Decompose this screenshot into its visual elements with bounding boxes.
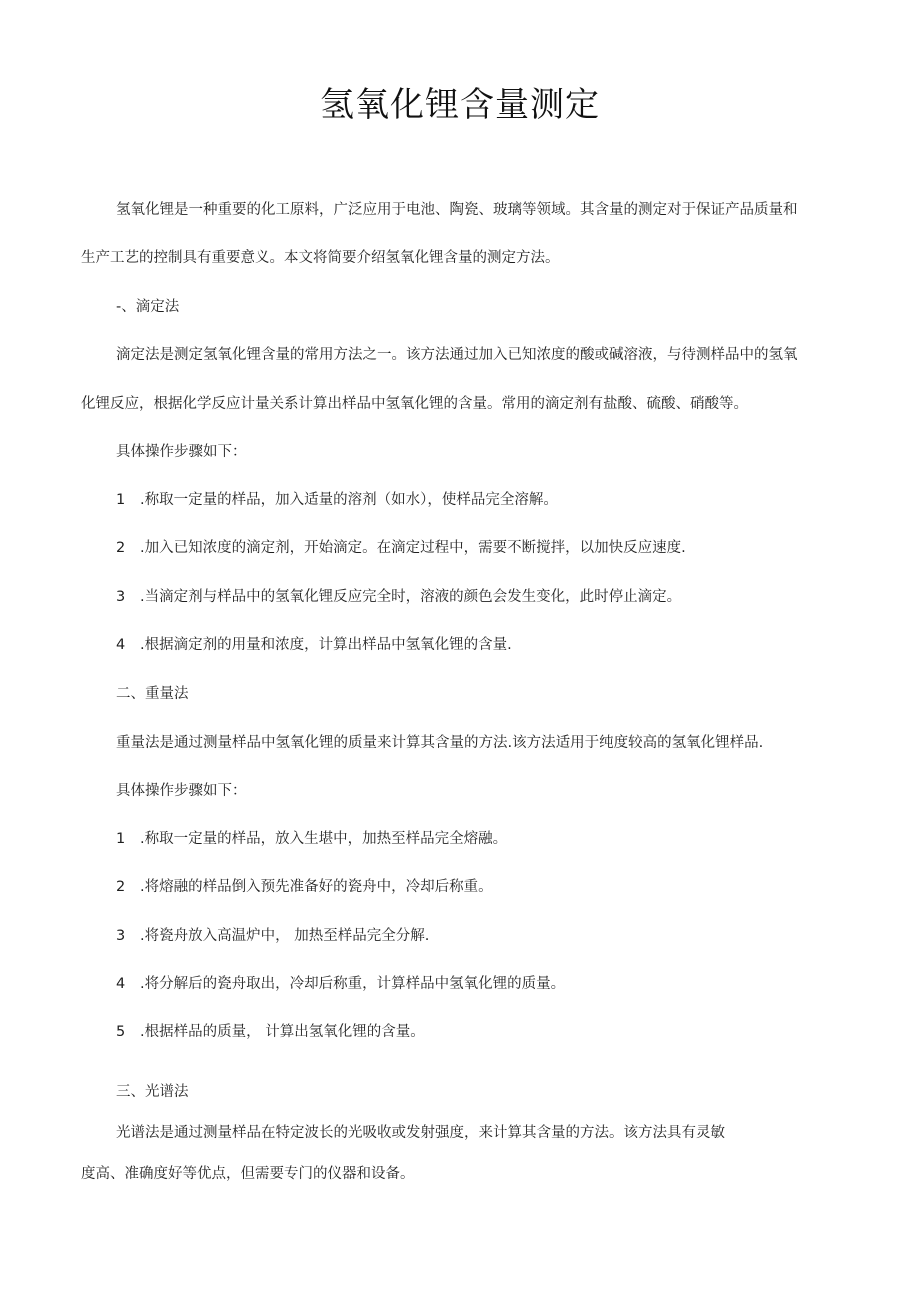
step-number: 2 bbox=[116, 879, 126, 895]
step-number: 5 bbox=[116, 1024, 126, 1040]
step-text: .将分解后的瓷舟取出，冷却后称重，计算样品中氢氧化锂的质量。 bbox=[140, 976, 566, 992]
step-number: 3 bbox=[116, 928, 126, 944]
document-title: 氢氧化锂含量测定 bbox=[320, 85, 600, 125]
section-heading-gravimetric: 二、重量法 bbox=[116, 686, 189, 702]
spectroscopy-para-line-1: 光谱法是通过测量样品在特定波长的光吸收或发射强度，来计算其含量的方法。该方法具有灵敏 bbox=[116, 1125, 725, 1141]
step-text: .将瓷舟放入高温炉中， 加热至样品完全分解. bbox=[140, 928, 430, 944]
titration-step bbox=[116, 537, 686, 559]
gravimetric-step bbox=[116, 828, 507, 850]
step-number: 4 bbox=[116, 976, 126, 992]
gravimetric-step bbox=[116, 876, 493, 898]
spectroscopy-para-line-2: 度高、准确度好等优点，但需要专门的仪器和设备。 bbox=[81, 1166, 415, 1182]
step-number: 2 bbox=[116, 540, 126, 556]
gravimetric-step bbox=[116, 973, 565, 995]
titration-para-line-1: 滴定法是测定氢氧化锂含量的常用方法之一。该方法通过加入已知浓度的酸或碱溶液，与待测样品中的氢氧 bbox=[116, 347, 798, 363]
titration-para-line-2: 化锂反应，根据化学反应计量关系计算出样品中氢氧化锂的含量。常用的滴定剂有盐酸、硫酸、硝酸等。 bbox=[81, 396, 748, 412]
step-number: 3 bbox=[116, 589, 126, 605]
gravimetric-steps-intro: 具体操作步骤如下： bbox=[116, 783, 247, 799]
step-number: 4 bbox=[116, 637, 126, 653]
step-text: .当滴定剂与样品中的氢氧化锂反应完全时，溶液的颜色会发生变化，此时停止滴定。 bbox=[140, 589, 682, 605]
step-text: .称取一定量的样品，加入适量的溶剂（如水），使样品完全溶解。 bbox=[140, 492, 558, 508]
step-text: .将熔融的样品倒入预先准备好的瓷舟中，冷却后称重。 bbox=[140, 879, 493, 895]
titration-step bbox=[116, 586, 681, 608]
gravimetric-step bbox=[116, 925, 429, 947]
titration-step bbox=[116, 489, 558, 511]
step-number: 1 bbox=[116, 831, 126, 847]
intro-line-2: 生产工艺的控制具有重要意义。本文将简要介绍氢氧化锂含量的测定方法。 bbox=[81, 250, 560, 266]
intro-line-1: 氢氧化锂是一种重要的化工原料，广泛应用于电池、陶瓷、玻璃等领域。其含量的测定对于保证产品质量和 bbox=[116, 202, 798, 218]
step-text: .称取一定量的样品，放入生堪中，加热至样品完全熔融。 bbox=[140, 831, 508, 847]
step-number: 1 bbox=[116, 492, 126, 508]
step-text: .加入已知浓度的滴定剂，开始滴定。在滴定过程中，需要不断搅拌，以加快反应速度. bbox=[140, 540, 686, 556]
gravimetric-para-line-1: 重量法是通过测量样品中氢氧化锂的质量来计算其含量的方法.该方法适用于纯度较高的氢氧化锂样品. bbox=[116, 735, 764, 751]
gravimetric-step bbox=[116, 1021, 425, 1043]
titration-step bbox=[116, 634, 512, 656]
titration-steps-intro: 具体操作步骤如下： bbox=[116, 444, 247, 460]
section-heading-titration: -、滴定法 bbox=[116, 299, 180, 315]
step-text: .根据样品的质量， 计算出氢氧化锂的含量。 bbox=[140, 1024, 425, 1040]
step-text: .根据滴定剂的用量和浓度，计算出样品中氢氧化锂的含量. bbox=[140, 637, 512, 653]
section-heading-spectroscopy: 三、光谱法 bbox=[116, 1084, 189, 1100]
